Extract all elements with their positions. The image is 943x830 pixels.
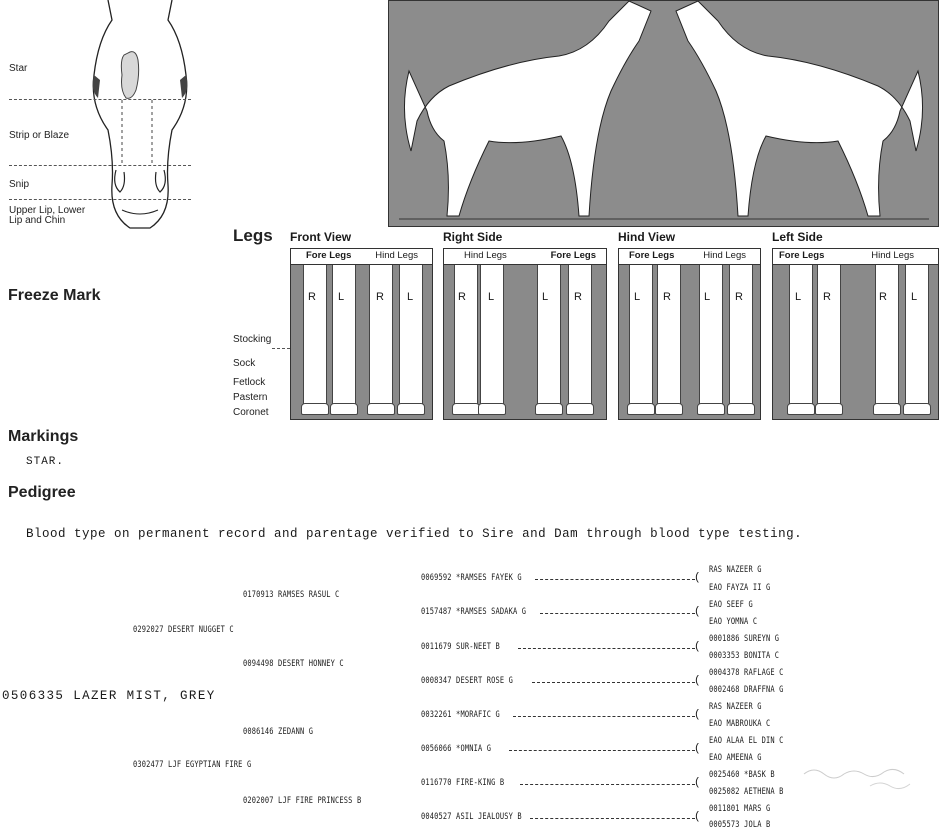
- horse-name: 0506335 LAZER MIST, GREY: [2, 689, 216, 703]
- great-grandparent: 0157487 *RAMSES SADAKA G: [421, 607, 527, 617]
- grandparent: 0086146 ZEDANN G: [243, 727, 314, 737]
- blood-type-note: Blood type on permanent record and parentage verified to Sire and Dam through blood type testing.: [26, 527, 803, 541]
- horses-illustration: [388, 0, 939, 227]
- handwritten-note: [800, 762, 920, 792]
- bracket-glyph: (: [694, 811, 701, 823]
- great-grandparent: 0040527 ASIL JEALOUSY B: [421, 812, 522, 822]
- ggg-ancestor: 0001886 SUREYN G: [709, 634, 780, 644]
- pedigree-title: Pedigree: [8, 484, 76, 501]
- great-grandparent: 0008347 DESERT ROSE G: [421, 676, 514, 686]
- great-grandparent: 0011679 SUR-NEET B: [421, 642, 500, 652]
- bracket-glyph: (: [694, 606, 701, 618]
- star-marking: [121, 52, 138, 99]
- grandparent: 0170913 RAMSES RASUL C: [243, 590, 340, 600]
- stocking-label: Stocking: [233, 334, 272, 345]
- bracket-glyph: (: [694, 641, 701, 653]
- legs-title: Legs: [233, 226, 273, 245]
- great-grandparent: 0069592 *RAMSES FAYEK G: [421, 573, 522, 583]
- great-grandparent: 0116770 FIRE-KING B: [421, 778, 505, 788]
- sire: 0292027 DESERT NUGGET C: [133, 625, 234, 635]
- ggg-ancestor: 0025460 *BASK B: [709, 770, 775, 780]
- hind-view-box: Fore Legs Hind Legs L R L R: [618, 248, 761, 420]
- bracket-glyph: (: [694, 572, 701, 584]
- right-side-box: Hind Legs Fore Legs R L L R: [443, 248, 607, 420]
- front-view-title: Front View: [290, 230, 352, 244]
- grandparent: 0094498 DESERT HONNEY C: [243, 659, 344, 669]
- left-side-box: Fore Legs Hind Legs L R R L: [772, 248, 939, 420]
- ggg-ancestor: EAO SEEF G: [709, 600, 753, 610]
- freeze-mark-title: Freeze Mark: [8, 287, 101, 304]
- strip-blaze-label: Strip or Blaze: [9, 130, 70, 141]
- ggg-ancestor: RAS NAZEER G: [709, 702, 762, 712]
- ggg-ancestor: EAO FAYZA II G: [709, 583, 771, 593]
- ggg-ancestor: 0004378 RAFLAGE C: [709, 668, 784, 678]
- ggg-ancestor: EAO AMEENA G: [709, 753, 762, 763]
- ggg-ancestor: 0005573 JOLA B: [709, 820, 771, 830]
- lips-label: Upper Lip, Lower Lip and Chin: [9, 205, 86, 226]
- great-grandparent: 0032261 *MORAFIC G: [421, 710, 500, 720]
- ggg-ancestor: 0025082 AETHENA B: [709, 787, 784, 797]
- ggg-ancestor: EAO ALAA EL DIN C: [709, 736, 784, 746]
- markings-title: Markings: [8, 428, 79, 445]
- ggg-ancestor: EAO YOMNA C: [709, 617, 758, 627]
- fetlock-label: Fetlock: [233, 377, 266, 388]
- sock-label: Sock: [233, 358, 256, 369]
- ggg-ancestor: RAS NAZEER G: [709, 565, 762, 575]
- snip-label: Snip: [9, 179, 30, 190]
- grandparent: 0202007 LJF FIRE PRINCESS B: [243, 796, 362, 806]
- pastern-label: Pastern: [233, 392, 268, 403]
- bracket-glyph: (: [694, 777, 701, 789]
- hind-view-title: Hind View: [618, 230, 676, 244]
- markings-value: STAR.: [26, 456, 65, 468]
- bracket-glyph: (: [694, 675, 701, 687]
- front-view-box: Fore Legs Hind Legs R L R L: [290, 248, 433, 420]
- bracket-glyph: (: [694, 743, 701, 755]
- great-grandparent: 0056066 *OMNIA G: [421, 744, 492, 754]
- dam: 0302477 LJF EGYPTIAN FIRE G: [133, 760, 252, 770]
- ggg-ancestor: 0003353 BONITA C: [709, 651, 780, 661]
- bracket-glyph: (: [694, 709, 701, 721]
- ggg-ancestor: 0011801 MARS G: [709, 804, 771, 814]
- ggg-ancestor: EAO MABROUKA C: [709, 719, 771, 729]
- right-side-title: Right Side: [443, 230, 503, 244]
- star-label: Star: [9, 63, 28, 74]
- ggg-ancestor: 0002468 DRAFFNA G: [709, 685, 784, 695]
- coronet-label: Coronet: [233, 407, 269, 418]
- left-side-title: Left Side: [772, 230, 823, 244]
